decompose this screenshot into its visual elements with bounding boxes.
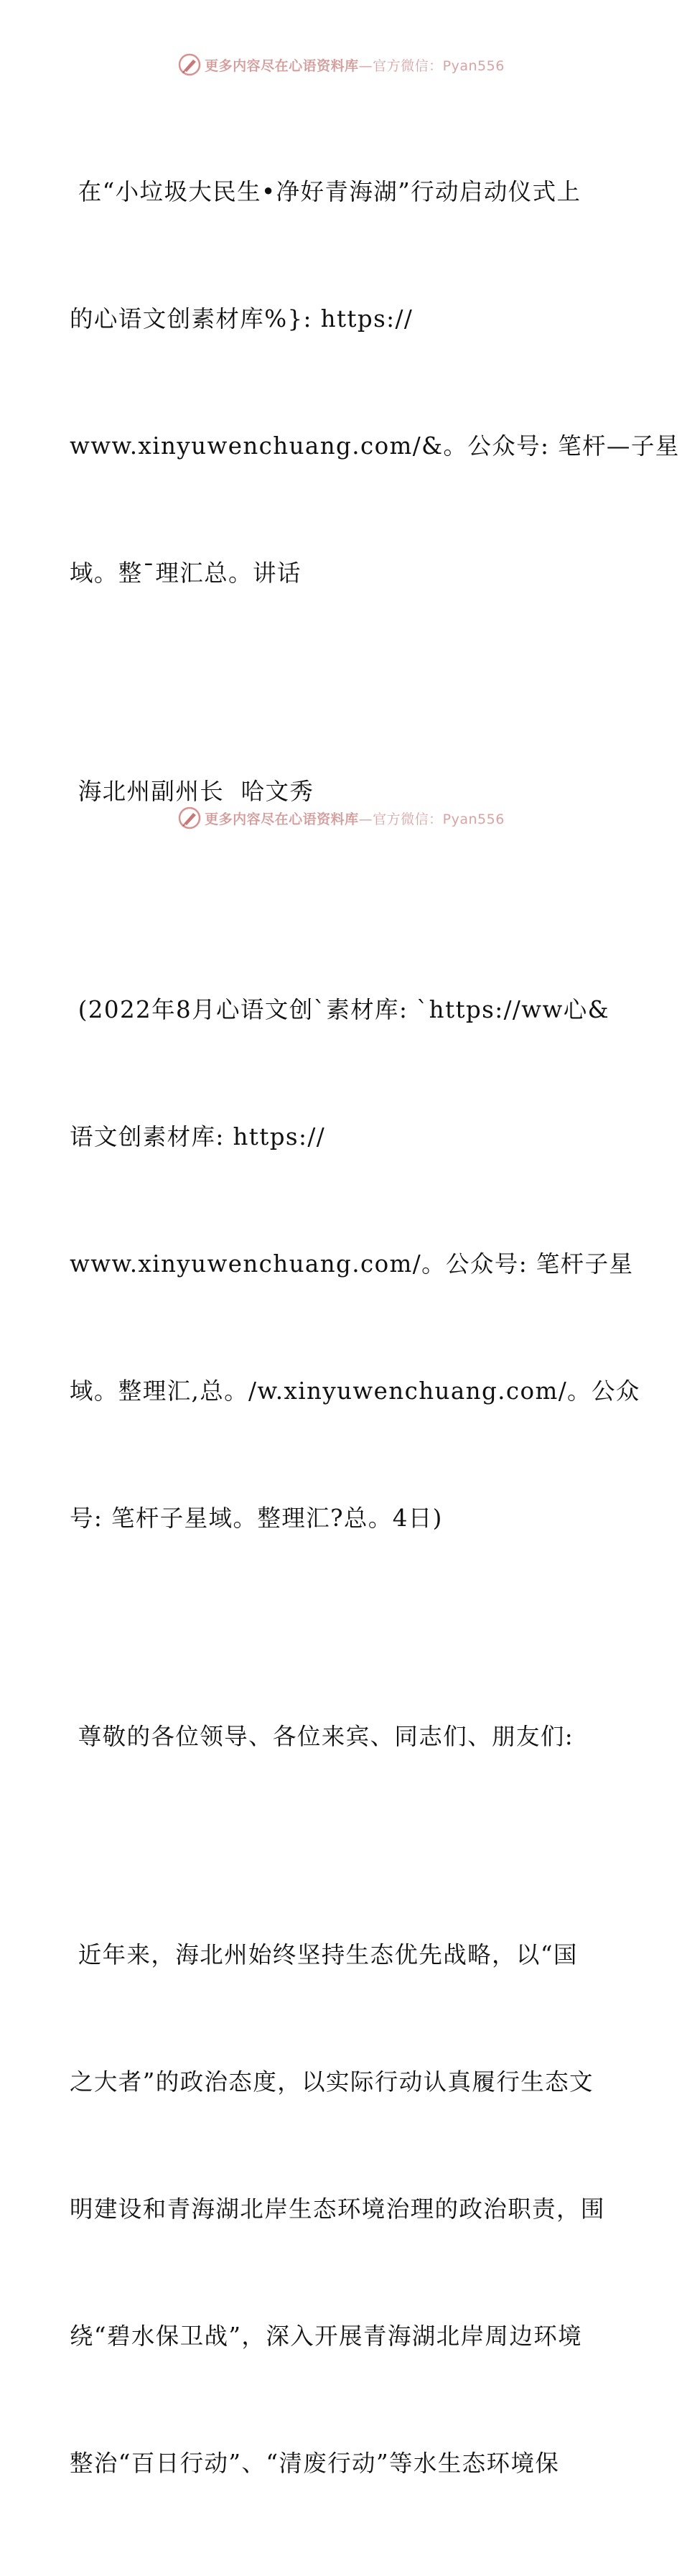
watermark-text: 更多内容尽在心语资料库—官方微信：Pyan556	[205, 57, 505, 74]
pen-logo-icon	[177, 806, 202, 830]
text-line: 整治“百日行动”、“清废行动”等水生态环境保	[70, 2450, 560, 2477]
pen-logo-icon	[177, 52, 202, 77]
text-line: 近年来，海北州始终坚持生态优先战略，以“国	[70, 1941, 578, 1968]
footer-watermark-banner	[0, 806, 682, 830]
text-line: 之大者”的政治态度，以实际行动认真履行生态文	[70, 2068, 594, 2096]
header-watermark-banner	[0, 52, 682, 77]
text-line: 在“小垃圾大民生•净好青海湖”行动启动仪式上	[70, 178, 581, 205]
text-line: www.xinyuwenchuang.com/&。公众号: 笔杆—子星	[70, 432, 680, 460]
paragraph-salutation	[70, 1631, 615, 1843]
text-line: 明建设和青海湖北岸生态环境治理的政治职责，围	[70, 2195, 605, 2223]
text-line: (2022年8月心语文创`素材库: `https://ww心&	[70, 996, 609, 1023]
text-line: 域。整¯理汇总。讲话	[70, 559, 302, 587]
text-line: 号: 笔杆子星域。整理汇?总。4日)	[70, 1505, 443, 1532]
text-line: 域。整理汇,总。/w.xinyuwenchuang.com/。公众	[70, 1377, 640, 1405]
text-line: 的心语文创素材库%}: https://	[70, 305, 414, 333]
watermark-text: 更多内容尽在心语资料库—官方微信：Pyan556	[205, 811, 505, 827]
paragraph-title	[70, 86, 680, 679]
document-body	[70, 86, 680, 2576]
text-line: 语文创素材库: https://	[70, 1123, 326, 1150]
paragraph-speaker	[70, 686, 615, 898]
text-line: 绕“碧水保卫战”，深入开展青海湖北岸周边环境	[70, 2322, 583, 2350]
text-line: www.xinyuwenchuang.com/。公众号: 笔杆子星	[70, 1250, 634, 1278]
text-line: 海北州副州长 哈文秀	[70, 778, 314, 805]
paragraph-body	[70, 1849, 615, 2570]
text-line: 尊敬的各位领导、各位来宾、同志们、朋友们:	[70, 1723, 574, 1750]
paragraph-date	[70, 904, 640, 1624]
